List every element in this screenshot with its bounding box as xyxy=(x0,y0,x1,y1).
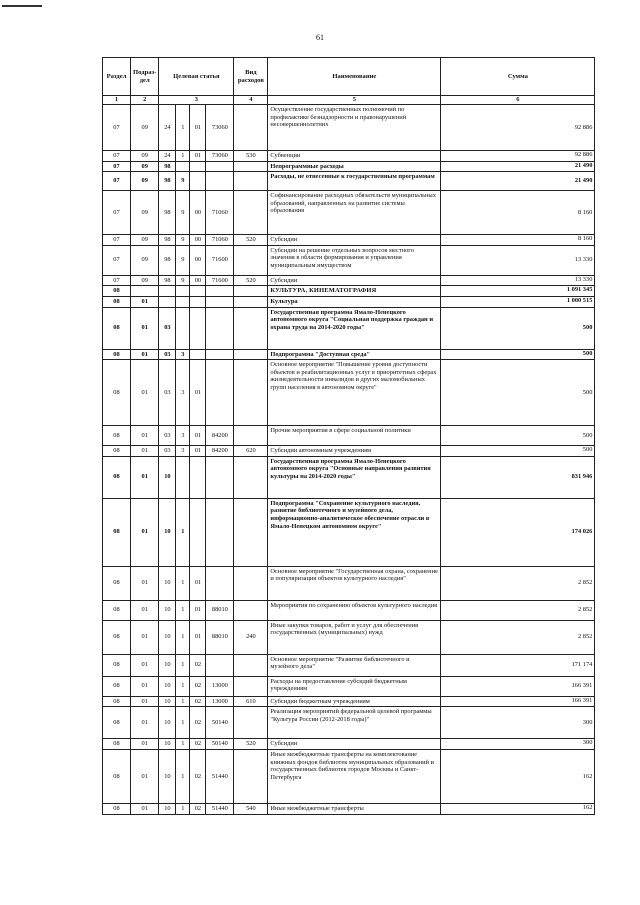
target-code-1: 10 xyxy=(159,803,176,814)
table-row xyxy=(103,707,595,739)
razdel-cell: 08 xyxy=(103,676,131,696)
table-row xyxy=(103,245,595,275)
amount-cell: 831 946 xyxy=(441,456,595,498)
podrazdel-cell: 01 xyxy=(131,446,159,457)
expense-type-cell xyxy=(234,456,268,498)
target-code-4 xyxy=(206,654,234,676)
corner-mark xyxy=(2,5,42,7)
target-code-1 xyxy=(159,296,176,307)
target-code-3 xyxy=(190,307,206,349)
target-code-3 xyxy=(190,296,206,307)
target-code-4: 50140 xyxy=(206,707,234,739)
table-row xyxy=(103,739,595,750)
target-code-1: 03 xyxy=(159,307,176,349)
table-row xyxy=(103,296,595,307)
razdel-cell: 08 xyxy=(103,349,131,360)
header-number: 4 xyxy=(234,96,268,105)
target-code-3 xyxy=(190,498,206,566)
target-code-4: 13000 xyxy=(206,676,234,696)
target-code-4 xyxy=(206,307,234,349)
podrazdel-cell: 09 xyxy=(131,191,159,235)
amount-cell: 162 xyxy=(441,803,595,814)
podrazdel-cell: 01 xyxy=(131,696,159,707)
expense-type-cell: 520 xyxy=(234,235,268,246)
target-code-1: 03 xyxy=(159,426,176,446)
item-name-cell: Подпрограмма "Доступная среда" xyxy=(268,349,441,360)
razdel-cell: 07 xyxy=(103,235,131,246)
table-row xyxy=(103,498,595,566)
target-code-4: 50140 xyxy=(206,739,234,750)
item-name-cell: Субсидии автономным учреждениям xyxy=(268,446,441,457)
target-code-2 xyxy=(176,161,190,172)
razdel-cell: 08 xyxy=(103,654,131,676)
expense-type-cell xyxy=(234,172,268,191)
table-row xyxy=(103,161,595,172)
table-row xyxy=(103,191,595,235)
target-code-3: 01 xyxy=(190,446,206,457)
expense-type-cell: 240 xyxy=(234,620,268,654)
target-code-2: 1 xyxy=(176,749,190,803)
header-number: 3 xyxy=(159,96,234,105)
target-code-3: 02 xyxy=(190,749,206,803)
target-code-2: 1 xyxy=(176,739,190,750)
target-code-2 xyxy=(176,307,190,349)
table-row xyxy=(103,456,595,498)
target-code-4: 88010 xyxy=(206,620,234,654)
razdel-cell: 08 xyxy=(103,803,131,814)
table-row xyxy=(103,307,595,349)
item-name-cell: Культура xyxy=(268,296,441,307)
target-code-3: 01 xyxy=(190,620,206,654)
target-code-3: 02 xyxy=(190,803,206,814)
target-code-4: 84200 xyxy=(206,426,234,446)
expense-type-cell xyxy=(234,105,268,151)
razdel-cell: 07 xyxy=(103,151,131,162)
item-name-cell: Реализация мероприятий федеральной целевой программы "Культура России (2012-2018 годы)" xyxy=(268,707,441,739)
podrazdel-cell: 01 xyxy=(131,620,159,654)
target-code-1: 98 xyxy=(159,191,176,235)
amount-cell: 13 330 xyxy=(441,245,595,275)
expense-type-cell: 540 xyxy=(234,803,268,814)
podrazdel-cell: 09 xyxy=(131,235,159,246)
target-code-4: 71060 xyxy=(206,191,234,235)
podrazdel-cell: 01 xyxy=(131,498,159,566)
podrazdel-cell: 01 xyxy=(131,456,159,498)
table-row xyxy=(103,696,595,707)
podrazdel-cell: 01 xyxy=(131,654,159,676)
item-name-cell: Мероприятия по сохранению объектов культурного наследия xyxy=(268,600,441,620)
expense-type-cell xyxy=(234,360,268,426)
target-code-1 xyxy=(159,286,176,297)
amount-cell: 8 160 xyxy=(441,235,595,246)
razdel-cell: 08 xyxy=(103,307,131,349)
target-code-2: 1 xyxy=(176,803,190,814)
target-code-2: 1 xyxy=(176,566,190,600)
item-name-cell: Субсидии xyxy=(268,739,441,750)
target-code-3: 02 xyxy=(190,676,206,696)
target-code-3: 02 xyxy=(190,739,206,750)
expense-type-cell: 520 xyxy=(234,739,268,750)
razdel-cell: 08 xyxy=(103,566,131,600)
amount-cell: 500 xyxy=(441,307,595,349)
expense-type-cell: 530 xyxy=(234,151,268,162)
target-code-3 xyxy=(190,172,206,191)
razdel-cell: 07 xyxy=(103,172,131,191)
podrazdel-cell: 01 xyxy=(131,803,159,814)
podrazdel-cell: 01 xyxy=(131,360,159,426)
amount-cell: 500 xyxy=(441,446,595,457)
item-name-cell: Субсидии бюджетным учреждениям xyxy=(268,696,441,707)
podrazdel-cell: 01 xyxy=(131,349,159,360)
amount-cell: 8 160 xyxy=(441,191,595,235)
table-row xyxy=(103,620,595,654)
amount-cell: 1 091 345 xyxy=(441,286,595,297)
podrazdel-cell: 01 xyxy=(131,739,159,750)
target-code-2: 1 xyxy=(176,105,190,151)
amount-cell: 300 xyxy=(441,707,595,739)
podrazdel-cell: 09 xyxy=(131,105,159,151)
target-code-1: 98 xyxy=(159,245,176,275)
header-number: 5 xyxy=(268,96,441,105)
target-code-4 xyxy=(206,349,234,360)
razdel-cell: 07 xyxy=(103,161,131,172)
target-code-3: 00 xyxy=(190,235,206,246)
item-name-cell: Осуществление государственных полномочий по профилактике безнадзорности и правонарушений несовершеннолетних xyxy=(268,105,441,151)
target-code-4 xyxy=(206,161,234,172)
razdel-cell: 08 xyxy=(103,446,131,457)
target-code-3 xyxy=(190,286,206,297)
razdel-cell: 07 xyxy=(103,275,131,286)
target-code-2: 9 xyxy=(176,191,190,235)
target-code-4 xyxy=(206,498,234,566)
target-code-1: 98 xyxy=(159,275,176,286)
target-code-1: 03 xyxy=(159,349,176,360)
target-code-1: 24 xyxy=(159,151,176,162)
target-code-1: 10 xyxy=(159,696,176,707)
target-code-3: 00 xyxy=(190,191,206,235)
amount-cell: 2 852 xyxy=(441,620,595,654)
target-code-4 xyxy=(206,286,234,297)
target-code-2: 1 xyxy=(176,676,190,696)
table-row xyxy=(103,105,595,151)
expense-type-cell xyxy=(234,349,268,360)
target-code-4: 51440 xyxy=(206,749,234,803)
amount-cell: 162 xyxy=(441,749,595,803)
table-row xyxy=(103,446,595,457)
podrazdel-cell: 01 xyxy=(131,676,159,696)
amount-cell: 92 886 xyxy=(441,105,595,151)
amount-cell: 500 xyxy=(441,360,595,426)
item-name-cell: Субсидии на решение отдельных вопросов местного значения в области формирования и управления муниципальным имуществом xyxy=(268,245,441,275)
amount-cell: 171 174 xyxy=(441,654,595,676)
expense-type-cell xyxy=(234,191,268,235)
target-code-2: 3 xyxy=(176,360,190,426)
podrazdel-cell: 09 xyxy=(131,151,159,162)
expense-type-cell: 520 xyxy=(234,275,268,286)
item-name-cell: Софинансирование расходных обязательств муниципальных образований, направленных на развитие системы образования xyxy=(268,191,441,235)
target-code-3: 00 xyxy=(190,275,206,286)
table-row xyxy=(103,151,595,162)
header-razdel: Раздел xyxy=(103,58,131,96)
table-row xyxy=(103,749,595,803)
podrazdel-cell: 01 xyxy=(131,566,159,600)
table-row xyxy=(103,349,595,360)
target-code-3: 01 xyxy=(190,600,206,620)
target-code-1: 03 xyxy=(159,360,176,426)
item-name-cell: Субвенции xyxy=(268,151,441,162)
razdel-cell: 08 xyxy=(103,749,131,803)
target-code-2: 1 xyxy=(176,498,190,566)
target-code-2: 3 xyxy=(176,446,190,457)
table-row xyxy=(103,676,595,696)
target-code-1: 10 xyxy=(159,749,176,803)
target-code-1: 03 xyxy=(159,446,176,457)
target-code-1: 10 xyxy=(159,707,176,739)
razdel-cell: 08 xyxy=(103,600,131,620)
target-code-1: 10 xyxy=(159,600,176,620)
item-name-cell: Иные закупки товаров, работ и услуг для обеспечения государственных (муниципальных) нужд xyxy=(268,620,441,654)
item-name-cell: Иные межбюджетные трансферты на комплектование книжных фондов библиотек муниципальных образований и государственных библиотек городов Москвы и Санкт-Петербурга xyxy=(268,749,441,803)
expense-type-cell xyxy=(234,749,268,803)
item-name-cell: Основное мероприятие "Повышение уровня доступности объектов и реабилитационных услуг в приоритетных сферах жизнедеятельности инвалидов и других маломобильных групп населения в автономном округе" xyxy=(268,360,441,426)
podrazdel-cell: 01 xyxy=(131,307,159,349)
header-number: 2 xyxy=(131,96,159,105)
item-name-cell: Прочие мероприятия в сфере социальной политики xyxy=(268,426,441,446)
target-code-2: 1 xyxy=(176,654,190,676)
amount-cell: 500 xyxy=(441,426,595,446)
item-name-cell: Иные межбюджетные трансферты xyxy=(268,803,441,814)
target-code-4: 84200 xyxy=(206,446,234,457)
amount-cell: 174 026 xyxy=(441,498,595,566)
target-code-1: 10 xyxy=(159,456,176,498)
item-name-cell: Государственная программа Ямало-Ненецкого автономного округа "Основные направления развития культуры на 2014-2020 годы" xyxy=(268,456,441,498)
table-row xyxy=(103,426,595,446)
header-row xyxy=(103,58,595,96)
expense-type-cell xyxy=(234,296,268,307)
target-code-2 xyxy=(176,286,190,297)
expense-type-cell xyxy=(234,426,268,446)
target-code-3: 01 xyxy=(190,360,206,426)
header-number-row xyxy=(103,96,595,105)
razdel-cell: 08 xyxy=(103,498,131,566)
table-row xyxy=(103,275,595,286)
expense-type-cell xyxy=(234,498,268,566)
razdel-cell: 08 xyxy=(103,620,131,654)
target-code-1: 98 xyxy=(159,161,176,172)
amount-cell: 21 490 xyxy=(441,172,595,191)
target-code-1: 10 xyxy=(159,620,176,654)
target-code-2: 9 xyxy=(176,172,190,191)
page-number: 61 xyxy=(316,33,324,42)
target-code-2: 1 xyxy=(176,151,190,162)
razdel-cell: 08 xyxy=(103,739,131,750)
target-code-1: 98 xyxy=(159,235,176,246)
amount-cell: 2 852 xyxy=(441,566,595,600)
podrazdel-cell: 09 xyxy=(131,245,159,275)
table-row xyxy=(103,600,595,620)
target-code-1: 10 xyxy=(159,498,176,566)
razdel-cell: 08 xyxy=(103,286,131,297)
podrazdel-cell: 09 xyxy=(131,172,159,191)
podrazdel-cell: 09 xyxy=(131,275,159,286)
target-code-3: 01 xyxy=(190,426,206,446)
item-name-cell: Субсидии xyxy=(268,275,441,286)
item-name-cell: Непрограммные расходы xyxy=(268,161,441,172)
table-row xyxy=(103,803,595,814)
target-code-2: 3 xyxy=(176,426,190,446)
table-row xyxy=(103,286,595,297)
amount-cell: 166 391 xyxy=(441,676,595,696)
expense-type-cell xyxy=(234,654,268,676)
expense-type-cell xyxy=(234,676,268,696)
target-code-1: 10 xyxy=(159,739,176,750)
podrazdel-cell: 01 xyxy=(131,707,159,739)
amount-cell: 500 xyxy=(441,349,595,360)
target-code-4 xyxy=(206,296,234,307)
podrazdel-cell: 01 xyxy=(131,749,159,803)
item-name-cell: Подпрограмма "Сохранение культурного наследия, развитие библиотечного и музейного дела, информационно-аналитическое обеспечение отрасли в Ямало-Ненецком автономном округе" xyxy=(268,498,441,566)
expense-type-cell xyxy=(234,600,268,620)
target-code-4 xyxy=(206,566,234,600)
target-code-3: 01 xyxy=(190,566,206,600)
razdel-cell: 08 xyxy=(103,707,131,739)
target-code-4: 88010 xyxy=(206,600,234,620)
expense-type-cell xyxy=(234,707,268,739)
podrazdel-cell xyxy=(131,286,159,297)
header-vid: Вид расходов xyxy=(234,58,268,96)
item-name-cell: Расходы на предоставление субсидий бюджетным учреждениям xyxy=(268,676,441,696)
target-code-1: 10 xyxy=(159,566,176,600)
item-name-cell: Субсидии xyxy=(268,235,441,246)
target-code-3: 02 xyxy=(190,654,206,676)
target-code-2: 1 xyxy=(176,620,190,654)
amount-cell: 13 330 xyxy=(441,275,595,286)
target-code-2: 3 xyxy=(176,349,190,360)
amount-cell: 166 391 xyxy=(441,696,595,707)
expense-type-cell xyxy=(234,161,268,172)
razdel-cell: 08 xyxy=(103,296,131,307)
target-code-4 xyxy=(206,360,234,426)
target-code-3: 01 xyxy=(190,151,206,162)
item-name-cell: Государственная программа Ямало-Ненецкого автономного округа "Социальная поддержка граждан и охрана труда на 2014-2020 годы" xyxy=(268,307,441,349)
target-code-4: 73060 xyxy=(206,105,234,151)
target-code-1: 24 xyxy=(159,105,176,151)
razdel-cell: 08 xyxy=(103,360,131,426)
razdel-cell: 07 xyxy=(103,245,131,275)
target-code-4: 71060 xyxy=(206,235,234,246)
target-code-2: 1 xyxy=(176,600,190,620)
target-code-4: 71600 xyxy=(206,245,234,275)
table-row xyxy=(103,566,595,600)
item-name-cell: КУЛЬТУРА, КИНЕМАТОГРАФИЯ xyxy=(268,286,441,297)
target-code-2 xyxy=(176,456,190,498)
target-code-3 xyxy=(190,349,206,360)
header-number: 1 xyxy=(103,96,131,105)
target-code-2: 9 xyxy=(176,245,190,275)
item-name-cell: Основное мероприятие "Государственная охрана, сохранение и популяризация объектов культурного наследия" xyxy=(268,566,441,600)
target-code-2: 9 xyxy=(176,235,190,246)
amount-cell: 300 xyxy=(441,739,595,750)
podrazdel-cell: 01 xyxy=(131,296,159,307)
target-code-4 xyxy=(206,172,234,191)
target-code-4 xyxy=(206,456,234,498)
target-code-3: 01 xyxy=(190,105,206,151)
expense-type-cell: 610 xyxy=(234,696,268,707)
table-row xyxy=(103,360,595,426)
table-row xyxy=(103,172,595,191)
razdel-cell: 08 xyxy=(103,456,131,498)
amount-cell: 92 886 xyxy=(441,151,595,162)
item-name-cell: Основное мероприятие "Развитие библиотечного и музейного дела" xyxy=(268,654,441,676)
amount-cell: 2 852 xyxy=(441,600,595,620)
target-code-1: 98 xyxy=(159,172,176,191)
target-code-4: 71600 xyxy=(206,275,234,286)
razdel-cell: 07 xyxy=(103,191,131,235)
header-summa: Сумма xyxy=(441,58,595,96)
target-code-3: 02 xyxy=(190,696,206,707)
razdel-cell: 07 xyxy=(103,105,131,151)
target-code-1: 10 xyxy=(159,654,176,676)
target-code-3 xyxy=(190,161,206,172)
target-code-3: 02 xyxy=(190,707,206,739)
target-code-2: 9 xyxy=(176,275,190,286)
header-name: Наименование xyxy=(268,58,441,96)
target-code-2: 1 xyxy=(176,696,190,707)
table-row xyxy=(103,235,595,246)
podrazdel-cell: 09 xyxy=(131,161,159,172)
podrazdel-cell: 01 xyxy=(131,600,159,620)
table-row xyxy=(103,654,595,676)
razdel-cell: 08 xyxy=(103,696,131,707)
target-code-2 xyxy=(176,296,190,307)
target-code-3 xyxy=(190,456,206,498)
target-code-1: 10 xyxy=(159,676,176,696)
header-number: 6 xyxy=(441,96,595,105)
target-code-4: 73060 xyxy=(206,151,234,162)
header-celevaya: Целевая статья xyxy=(159,58,234,96)
expense-type-cell xyxy=(234,566,268,600)
target-code-3: 00 xyxy=(190,245,206,275)
target-code-4: 51440 xyxy=(206,803,234,814)
expense-type-cell: 620 xyxy=(234,446,268,457)
amount-cell: 21 490 xyxy=(441,161,595,172)
expense-type-cell xyxy=(234,245,268,275)
budget-table xyxy=(102,57,595,815)
header-podrazdel: Подраз-дел xyxy=(131,58,159,96)
amount-cell: 1 000 515 xyxy=(441,296,595,307)
razdel-cell: 08 xyxy=(103,426,131,446)
item-name-cell: Расходы, не отнесенные к государственным программам xyxy=(268,172,441,191)
expense-type-cell xyxy=(234,307,268,349)
target-code-2: 1 xyxy=(176,707,190,739)
target-code-4: 13000 xyxy=(206,696,234,707)
expense-type-cell xyxy=(234,286,268,297)
podrazdel-cell: 01 xyxy=(131,426,159,446)
